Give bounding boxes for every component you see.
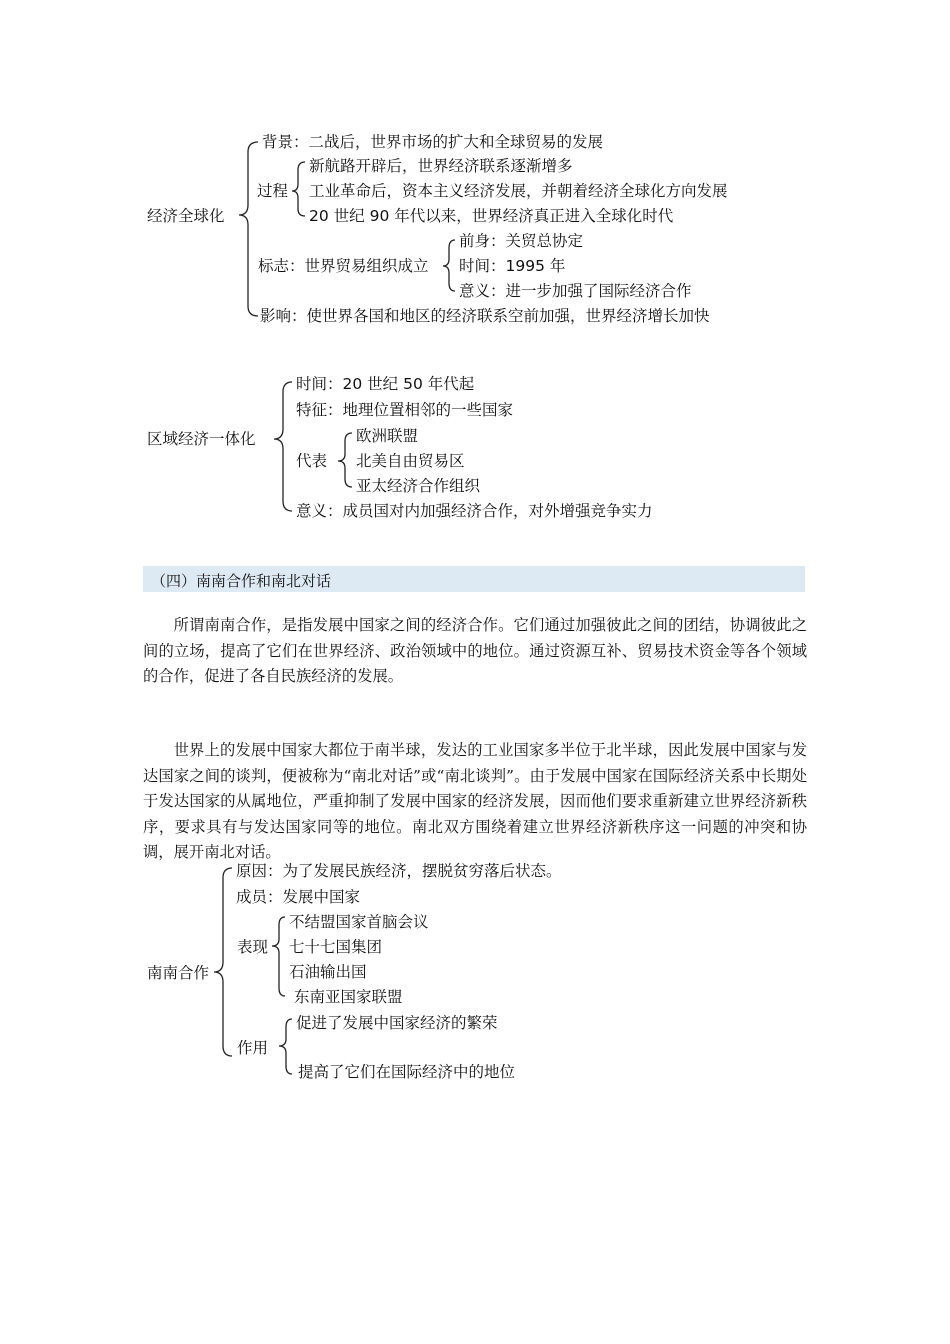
role-item: 提高了它们在国际经济中的地位 bbox=[298, 1063, 516, 1081]
manifestation-item: 不结盟国家首脑会议 bbox=[289, 913, 429, 931]
south-south-main-brace bbox=[214, 868, 232, 1056]
wto-brace bbox=[443, 240, 455, 291]
role-item: 促进了发展中国家经济的繁荣 bbox=[296, 1014, 498, 1032]
section-heading: （四）南南合作和南北对话 bbox=[151, 572, 332, 590]
process-label: 过程 bbox=[257, 182, 289, 200]
regional-main-brace bbox=[274, 382, 292, 511]
feature-text: 特征：地理位置相邻的一些国家 bbox=[296, 401, 514, 419]
manifestation-brace bbox=[272, 917, 285, 996]
process-brace bbox=[292, 162, 305, 216]
paragraph-north-south: 世界上的发展中国家大都位于南半球，发达的工业国家多半位于北半球，因此发展中国家与发达国家之间的谈判，便被称为“南北对话”或“南北谈判”。由于发展中国家在国际经济关系中长期处于发达国家的从属地位，严重抑制了发展中国家的经济发展，因而他们要求重新建立世界经济新秩序，要求具有与发达国家同等的地位。南北双方围绕着建立世界经济新秩序这一问题的冲突和协调，展开南北对话。 bbox=[143, 741, 807, 861]
members-text: 成员：发展中国家 bbox=[236, 888, 361, 906]
manifestation-item: 东南亚国家联盟 bbox=[294, 988, 403, 1006]
globalization-root: 经济全球化 bbox=[147, 207, 225, 225]
process-item: 工业革命后，资本主义经济发展，并朝着经济全球化方向发展 bbox=[309, 182, 728, 200]
role-label: 作用 bbox=[237, 1039, 269, 1057]
sign-label: 标志：世界贸易组织成立 bbox=[258, 257, 429, 275]
manifestation-item: 七十七国集团 bbox=[289, 938, 383, 956]
representatives-brace bbox=[338, 433, 352, 487]
process-item: 新航路开辟后，世界经济联系逐渐增多 bbox=[309, 157, 573, 175]
representatives-label: 代表 bbox=[296, 452, 328, 470]
impact-text: 影响：使世界各国和地区的经济联系空前加强，世界经济增长加快 bbox=[260, 307, 710, 325]
representative-item: 亚太经济合作组织 bbox=[356, 477, 481, 495]
regional-root: 区域经济一体化 bbox=[147, 430, 256, 448]
sign-item: 时间：1995 年 bbox=[459, 257, 566, 275]
process-item: 20 世纪 90 年代以来，世界经济真正进入全球化时代 bbox=[309, 207, 674, 225]
significance-text: 意义：成员国对内加强经济合作，对外增强竞争实力 bbox=[296, 502, 653, 520]
role-brace bbox=[279, 1019, 292, 1074]
representative-item: 欧洲联盟 bbox=[356, 427, 419, 445]
representative-item: 北美自由贸易区 bbox=[356, 452, 465, 470]
manifestation-label: 表现 bbox=[237, 938, 269, 956]
south-south-diagram bbox=[0, 855, 950, 1090]
section-heading-bar bbox=[143, 566, 805, 592]
time-text: 时间：20 世纪 50 年代起 bbox=[296, 375, 475, 393]
sign-item: 前身：关贸总协定 bbox=[459, 232, 584, 250]
paragraph-south-south: 所谓南南合作，是指发展中国家之间的经济合作。它们通过加强彼此之间的团结，协调彼此之间的立场，提高了它们在世界经济、政治领域中的地位。通过资源互补、贸易技术资金等各个领域的合作，促进了各自民族经济的发展。 bbox=[143, 616, 807, 685]
sign-item: 意义：进一步加强了国际经济合作 bbox=[459, 282, 692, 300]
manifestation-item: 石油输出国 bbox=[289, 963, 367, 981]
globalization-diagram bbox=[0, 120, 950, 340]
globalization-main-brace bbox=[239, 142, 258, 316]
south-south-root: 南南合作 bbox=[147, 964, 210, 982]
regional-integration-diagram bbox=[0, 370, 950, 530]
reason-text: 原因：为了发展民族经济，摆脱贫穷落后状态。 bbox=[236, 862, 562, 880]
background-text: 背景：二战后，世界市场的扩大和全球贸易的发展 bbox=[262, 133, 604, 151]
